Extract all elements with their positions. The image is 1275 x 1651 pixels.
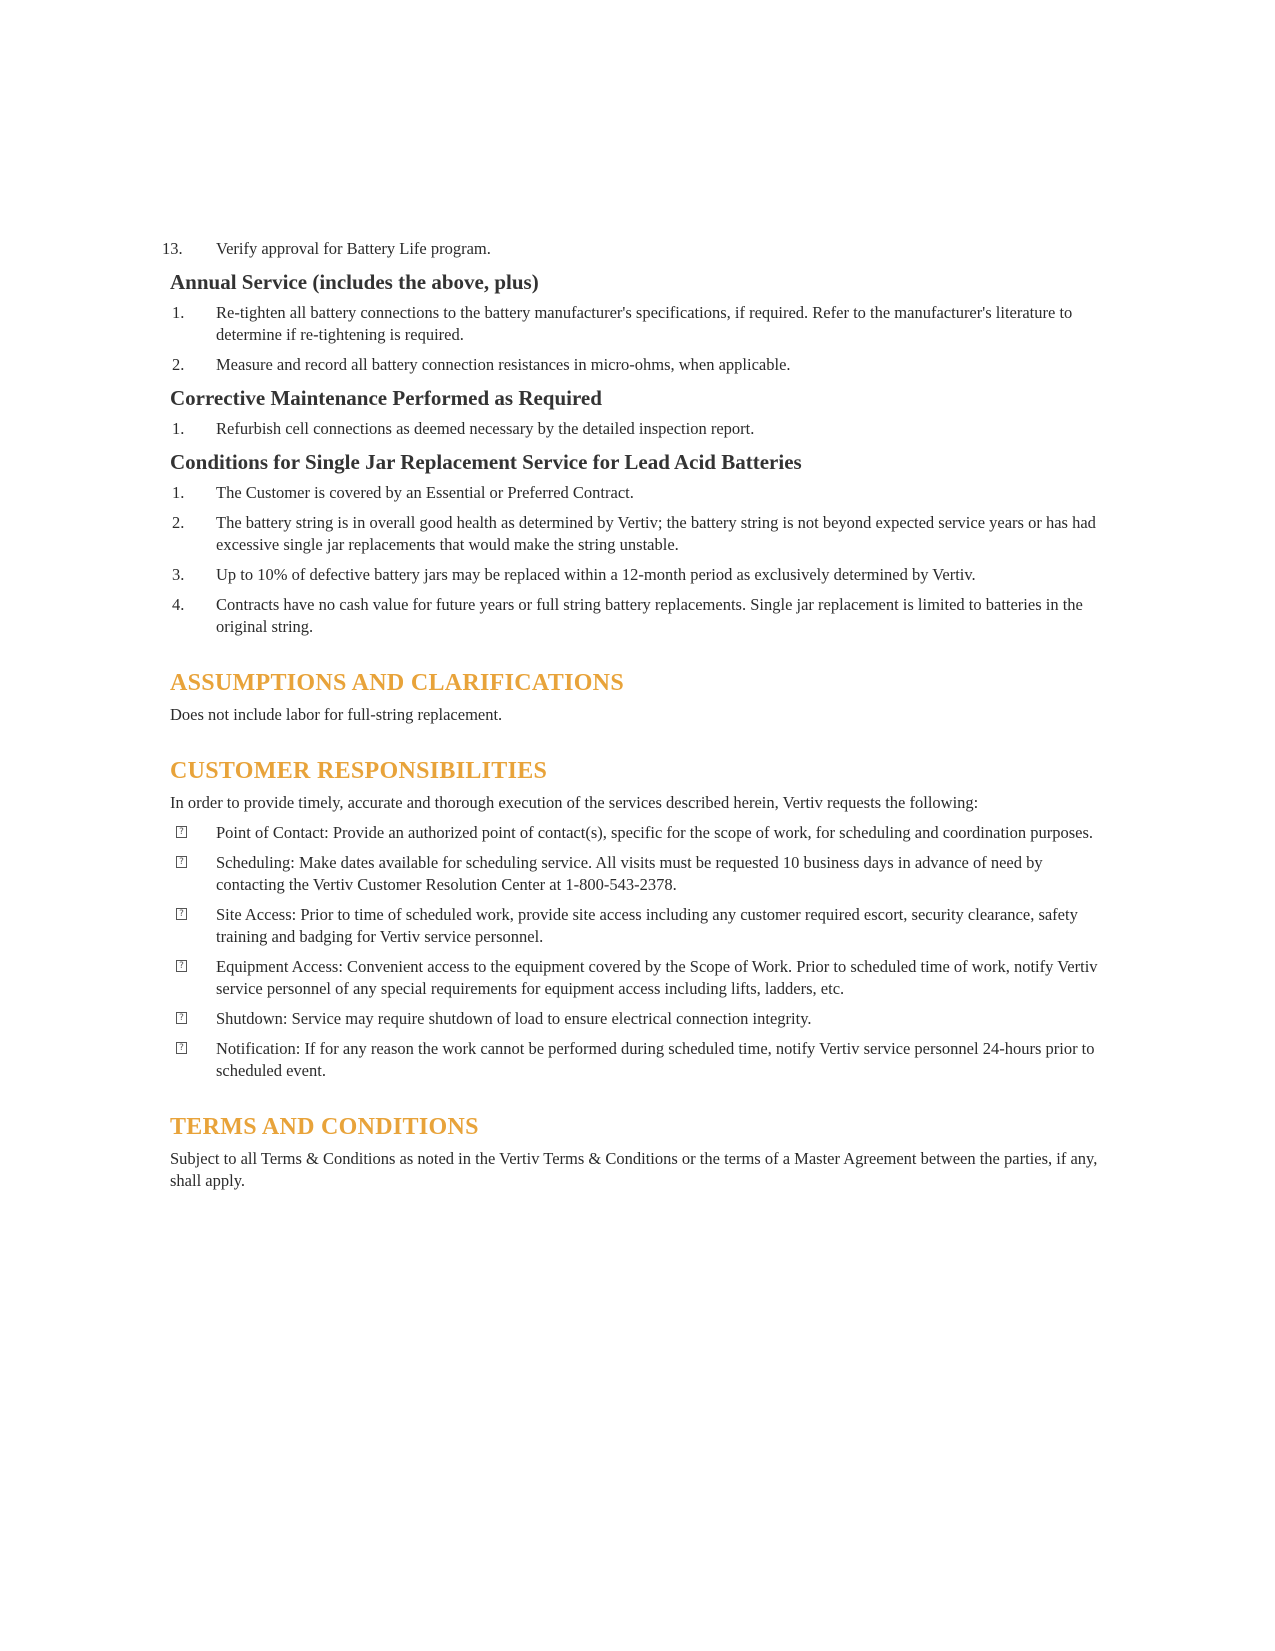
responsibility-text: Site Access: Prior to time of scheduled work, provide site access including any customer required escort, security clearance, safety training and badging for Vertiv service personnel. (216, 905, 1078, 946)
responsibility-item (170, 956, 1110, 1000)
list-number: 1. (172, 483, 185, 502)
responsibility-text: Notification: If for any reason the work cannot be performed during scheduled time, notify Vertiv service personnel 24-hours prior to scheduled event. (216, 1039, 1095, 1080)
terms-heading: TERMS AND CONDITIONS (170, 1114, 479, 1140)
responsibility-item (170, 822, 1110, 844)
responsibility-text: Point of Contact: Provide an authorized point of contact(s), specific for the scope of work, for scheduling and coordination purposes. (216, 823, 1094, 842)
list-number: 1. (172, 303, 185, 322)
annual-item (170, 302, 1110, 346)
customer-intro: In order to provide timely, accurate and thorough execution of the services described herein, Vertiv requests the following: (170, 793, 979, 812)
list-text: Up to 10% of defective battery jars may be replaced within a 12-month period as exclusively determined by Vertiv. (216, 565, 976, 584)
list-item-13 (162, 238, 1110, 260)
list-text: The battery string is in overall good health as determined by Vertiv; the battery string is not beyond expected service years or has had excessive single jar replacements that would make the string unstable. (216, 513, 1096, 554)
conditions-item (170, 482, 1110, 504)
corrective-maintenance-heading: Corrective Maintenance Performed as Required (170, 386, 602, 410)
list-text: The Customer is covered by an Essential or Preferred Contract. (216, 483, 634, 502)
conditions-item (170, 594, 1110, 638)
missing-glyph-bullet-icon: ? (176, 856, 187, 868)
list-number: 3. (172, 565, 185, 584)
missing-glyph-bullet-icon: ? (176, 908, 187, 920)
list-number: 4. (172, 595, 185, 614)
annual-service-heading: Annual Service (includes the above, plus) (170, 270, 539, 294)
annual-item (170, 354, 1110, 376)
list-text: Refurbish cell connections as deemed necessary by the detailed inspection report. (216, 419, 755, 438)
responsibility-item (170, 1038, 1110, 1082)
list-text: Verify approval for Battery Life program. (216, 239, 491, 258)
responsibility-item (170, 904, 1110, 948)
responsibility-item (170, 1008, 1110, 1030)
corrective-item (170, 418, 1110, 440)
assumptions-text: Does not include labor for full-string replacement. (170, 705, 503, 724)
responsibility-item (170, 852, 1110, 896)
terms-text: Subject to all Terms & Conditions as noted in the Vertiv Terms & Conditions or the terms of a Master Agreement between the parties, if any, shall apply. (170, 1149, 1098, 1190)
responsibility-text: Shutdown: Service may require shutdown of load to ensure electrical connection integrity. (216, 1009, 812, 1028)
list-text: Re-tighten all battery connections to the battery manufacturer's specifications, if required. Refer to the manufacturer's literature to determine if re-tightening is required. (216, 303, 1073, 344)
missing-glyph-bullet-icon: ? (176, 960, 187, 972)
list-text: Measure and record all battery connection resistances in micro-ohms, when applicable. (216, 355, 791, 374)
list-number: 2. (172, 355, 185, 374)
responsibility-text: Scheduling: Make dates available for scheduling service. All visits must be requested 10 business days in advance of need by contacting the Vertiv Customer Resolution Center at 1-800-543-2378. (216, 853, 1043, 894)
list-text: Contracts have no cash value for future years or full string battery replacements. Single jar replacement is limited to batteries in the original string. (216, 595, 1083, 636)
missing-glyph-bullet-icon: ? (176, 826, 187, 838)
assumptions-heading: ASSUMPTIONS AND CLARIFICATIONS (170, 670, 624, 696)
missing-glyph-bullet-icon: ? (176, 1042, 187, 1054)
single-jar-conditions-heading: Conditions for Single Jar Replacement Service for Lead Acid Batteries (170, 450, 802, 474)
customer-responsibilities-heading: CUSTOMER RESPONSIBILITIES (170, 758, 548, 784)
list-number: 2. (172, 513, 185, 532)
list-number: 1. (172, 419, 185, 438)
conditions-item (170, 512, 1110, 556)
missing-glyph-bullet-icon: ? (176, 1012, 187, 1024)
page-content (162, 238, 1110, 1200)
conditions-item (170, 564, 1110, 586)
list-number: 13. (162, 239, 183, 258)
responsibility-text: Equipment Access: Convenient access to the equipment covered by the Scope of Work. Prior to scheduled time of work, notify Vertiv service personnel of any special requirements for equipment access including lifts, ladders, etc. (216, 957, 1098, 998)
